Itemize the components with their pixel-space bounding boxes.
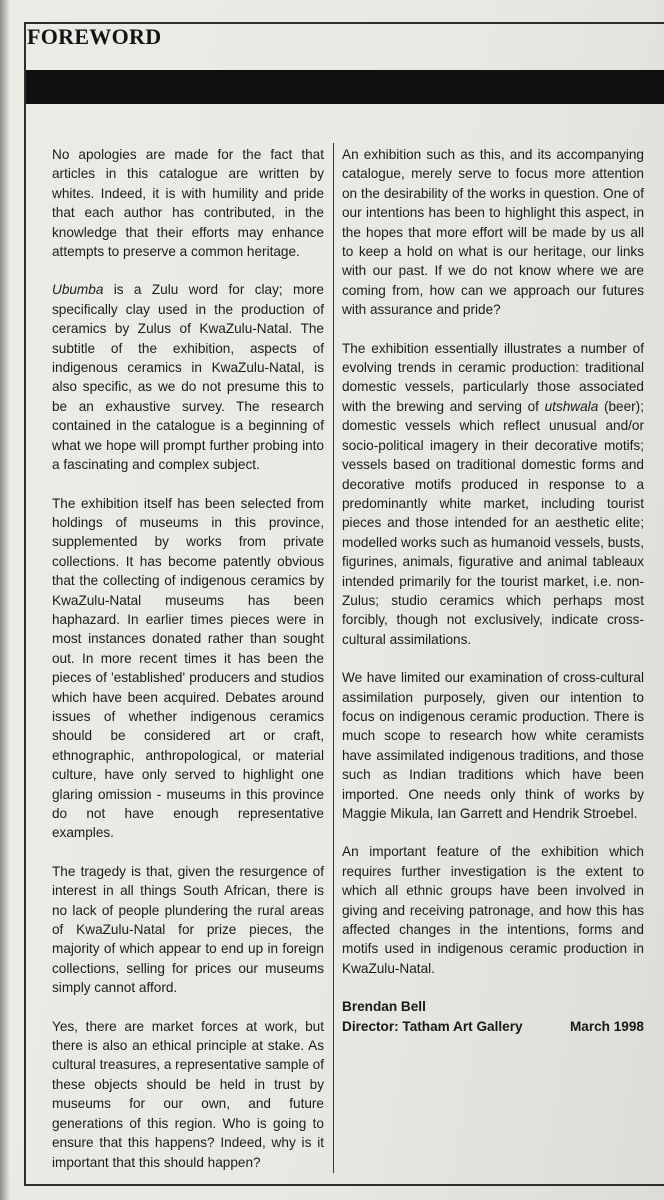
author-title-line (342, 1017, 644, 1037)
author-role: Director: Tatham Art Gallery (342, 1019, 523, 1035)
paragraph (342, 339, 644, 650)
left-column (52, 145, 324, 1191)
page-title: FOREWORD (27, 24, 162, 49)
author-name: Brendan Bell (342, 999, 426, 1015)
right-column (342, 145, 644, 1037)
paragraph-text: is a Zulu word for clay; more specifically clay used in the production of ceramics by Zulus of KwaZulu-Natal. The subtitle of the exhibition, aspects of indigenous ceramics in KwaZulu-Natal, is also specific, as we do not presume this to be an exhaustive survey. The research contained in the catalogue is a beginning of what we hope will prompt further probing into a fascinating and complex subject. (52, 282, 324, 473)
paragraph: The tragedy is that, given the resurgence of interest in all things South African, there is no lack of people plundering the rural areas of KwaZulu-Natal for prize pieces, the majority of which appear to end up in foreign collections, selling for prices our museums simply cannot afford. (52, 863, 324, 996)
paragraph: The exhibition itself has been selected from holdings of museums in this province, supplemented by works from private collections. It has become patently obvious that the collecting of indigenous ceramics by KwaZulu-Natal museums has been haphazard. In earlier times pieces were in most instances donated rather than sought out. In more recent times it has been the pieces of 'established' producers and studios which have been acquired. Debates around issues of whether indigenous ceramics should be considered art or craft, ethnographic, anthropological, or material culture, have only served to highlight one glaring omission - museums in this province do not have enough representative examples. (52, 495, 324, 841)
binding-shadow (0, 0, 10, 1200)
paragraph: We have limited our examination of cross-cultural assimilation purposely, given our intention to focus on indigenous ceramic production. There is much scope to research how white ceramists have assimilated indigenous traditions, and those such as Indian traditions which have been imported. One needs only think of works by Maggie Mikula, Ian Garrett and Hendrik Stroebel. (342, 670, 644, 821)
paragraph-text: (beer); domestic vessels which reflect unusual and/or socio-political imagery in their decorative motifs; vessels based on traditional domestic forms and decorative motifs produced in response to a predominantly white market, including tourist pieces and those intended for an aesthetic elite; modelled works such as humanoid vessels, busts, figurines, animals, figurative and animal tableaux intended primarily for the tourist market, i.e. non-Zulus; studio ceramics which perhaps most forcibly, though not exclusively, indicate cross-cultural assimilations. (342, 398, 644, 647)
paragraph: An important feature of the exhibition which requires further investigation is the extent to which all ethnic groups have been involved in giving and receiving patronage, and how this has affected changes in the intentions, forms and motifs used in indigenous ceramic production in KwaZulu-Natal. (342, 844, 644, 976)
paragraph-text: The exhibition essentially illustrates a number of evolving trends in ceramic production: traditional domestic vessels, particularly those associated with the brewing and serving of (342, 340, 644, 414)
emphasis-term: utshwala (544, 398, 599, 414)
emphasis-term: Ubumba (52, 282, 104, 298)
paragraph: Yes, there are market forces at work, but there is also an ethical principle at stake. As cultural treasures, a representative sample of these objects should be held in trust by museums for our own, and future generations of this region. Who is going to ensure that this happens? Indeed, why is it important that this should happen? (52, 1018, 325, 1170)
paragraph (52, 280, 324, 474)
paragraph: No apologies are made for the fact that articles in this catalogue are written by whites. Indeed, it is with humility and pride that each author has contributed, in the knowledge that their efforts may enhance attempts to preserve a common heritage. (52, 147, 324, 260)
paragraph: An exhibition such as this, and its accompanying catalogue, merely serve to focus more attention on the desirability of the works in question. One of our intentions has been to highlight this aspect, in the hopes that more effort will be made by us all to keep a hold on what is our heritage, our links with our past. If we do not know where we are coming from, how can we approach our futures with assurance and pride? (342, 147, 644, 318)
signature-block (342, 997, 644, 1037)
signature-date: March 1998 (569, 1019, 644, 1035)
column-divider (333, 143, 334, 1173)
header-bar (26, 70, 664, 104)
